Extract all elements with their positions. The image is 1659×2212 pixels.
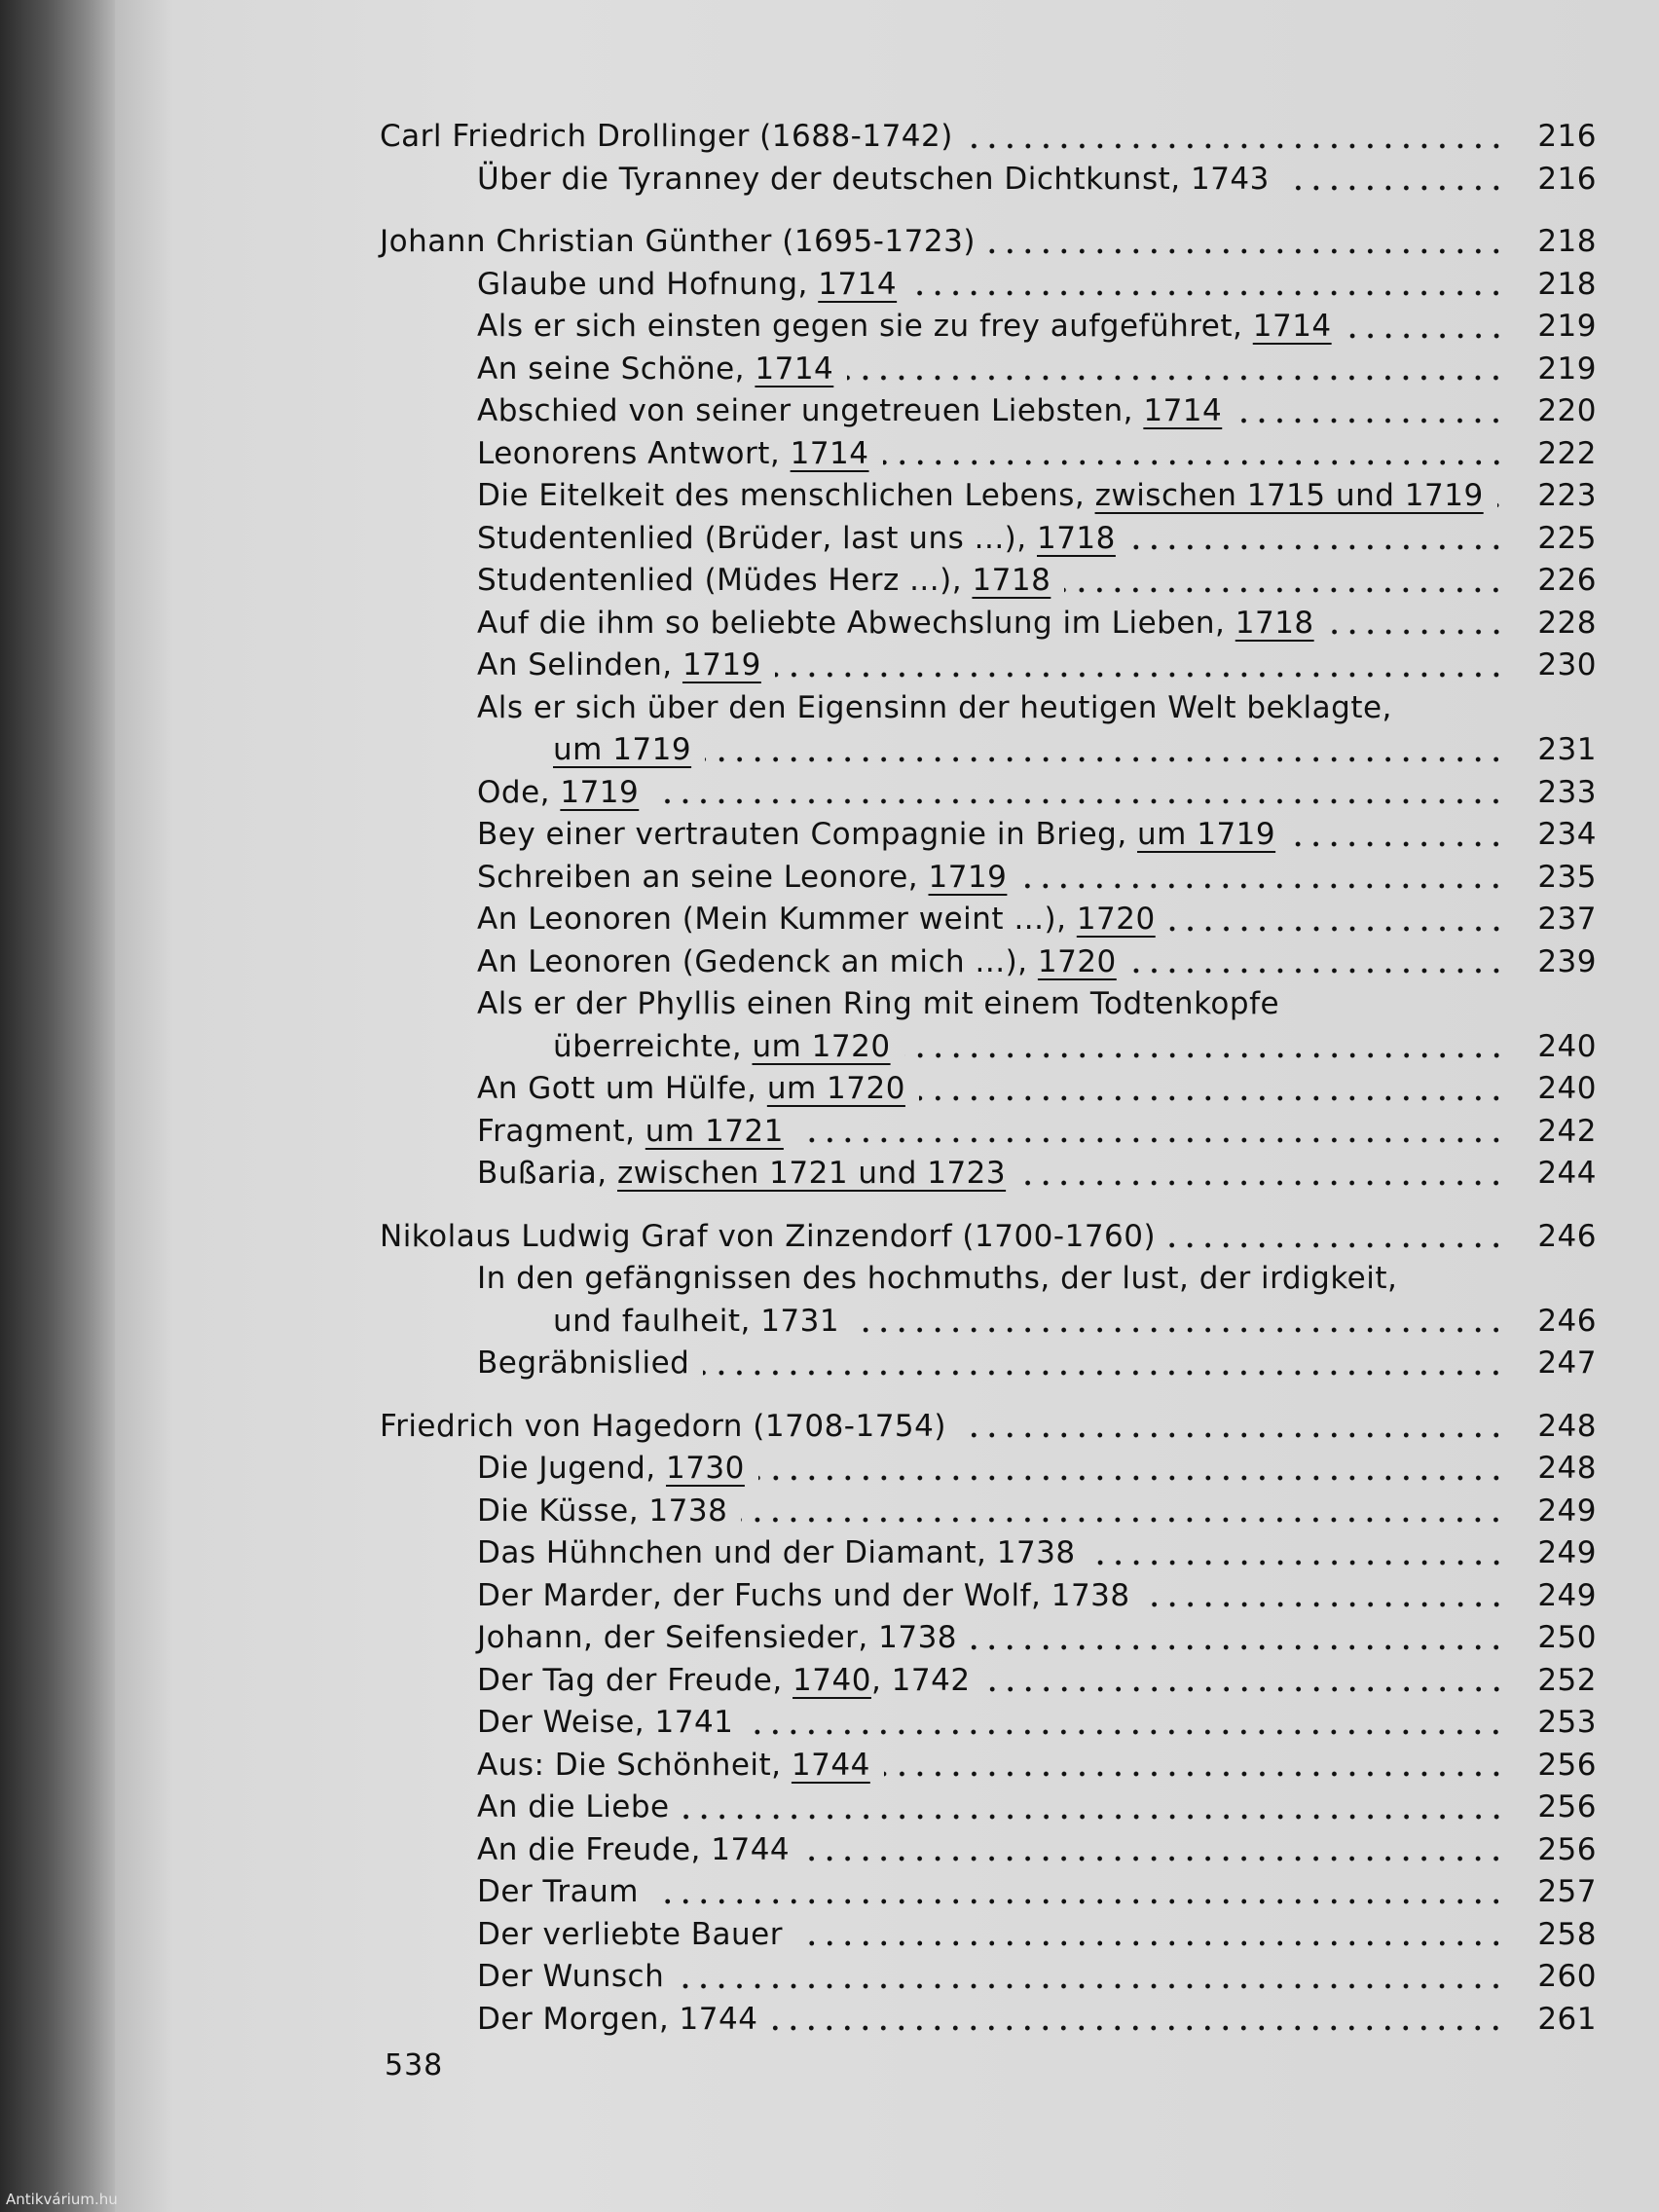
toc-entry-row bbox=[380, 1493, 1597, 1536]
page-ref: 240 bbox=[1537, 1071, 1597, 1106]
toc-entry-row bbox=[380, 1071, 1597, 1114]
leader-dots bbox=[884, 1771, 1505, 1777]
title-text: Begräbnislied bbox=[477, 1346, 690, 1381]
entry-title bbox=[477, 2002, 757, 2037]
title-text: Der Weise, 1741 bbox=[477, 1705, 734, 1740]
page-ref: 246 bbox=[1537, 1218, 1597, 1254]
page-ref: 260 bbox=[1537, 1959, 1597, 1994]
entry-title bbox=[553, 1029, 891, 1064]
entry-title bbox=[477, 521, 1116, 556]
page-ref: 256 bbox=[1537, 1789, 1597, 1825]
toc-entry-title-line: Als er der Phyllis einen Ring mit einem Todtenkopfe bbox=[477, 986, 1280, 1021]
page-ref: 223 bbox=[1537, 478, 1597, 513]
title-text: An Leonoren (Mein Kummer weint ...), bbox=[477, 902, 1077, 937]
toc-entry-row bbox=[380, 1156, 1597, 1198]
title-text: Der Traum bbox=[477, 1874, 640, 1909]
title-text: Die Eitelkeit des menschlichen Lebens, bbox=[477, 478, 1095, 513]
entry-title bbox=[477, 860, 1007, 895]
entry-title bbox=[477, 162, 1270, 197]
toc-entry-row bbox=[380, 521, 1597, 564]
toc-entry-row bbox=[380, 1789, 1597, 1832]
toc-entry-row bbox=[380, 902, 1597, 944]
leader-dots bbox=[1129, 544, 1505, 550]
underlined-date: 1718 bbox=[1235, 605, 1314, 641]
title-text: Ode, bbox=[477, 774, 561, 810]
leader-dots bbox=[904, 1052, 1505, 1058]
underlined-date: 1714 bbox=[755, 350, 834, 387]
page-ref: 216 bbox=[1537, 161, 1597, 197]
leader-dots bbox=[797, 1137, 1505, 1143]
entry-title bbox=[477, 1451, 745, 1486]
page-ref: 239 bbox=[1537, 943, 1597, 979]
page-ref: 249 bbox=[1537, 1577, 1597, 1613]
leader-dots bbox=[967, 143, 1505, 149]
table-of-contents bbox=[380, 119, 1597, 2044]
title-text: Der Wunsch bbox=[477, 1959, 665, 1994]
title-text: Bußaria, bbox=[477, 1156, 617, 1191]
toc-entry-row bbox=[380, 393, 1597, 436]
leader-dots bbox=[683, 1814, 1505, 1820]
toc-entry-row bbox=[380, 775, 1597, 818]
leader-dots bbox=[1064, 587, 1505, 593]
leader-dots bbox=[1235, 418, 1505, 424]
watermark: Antikvárium.hu bbox=[6, 2191, 118, 2208]
underlined-date: 1719 bbox=[928, 859, 1008, 895]
toc-author-row bbox=[380, 1409, 1597, 1452]
page-ref: 250 bbox=[1537, 1620, 1597, 1655]
title-text: überreichte, bbox=[553, 1028, 753, 1064]
page-ref: 257 bbox=[1537, 1874, 1597, 1909]
page-ref: 225 bbox=[1537, 520, 1597, 556]
entry-title bbox=[477, 436, 869, 471]
leader-dots bbox=[1130, 968, 1505, 974]
title-text: , 1742 bbox=[870, 1662, 971, 1698]
entry-title bbox=[477, 393, 1222, 428]
leader-dots bbox=[747, 1729, 1505, 1735]
underlined-date: 1719 bbox=[682, 647, 761, 682]
entry-title bbox=[477, 478, 1484, 513]
entry-title bbox=[553, 732, 691, 767]
page-ref: 252 bbox=[1537, 1662, 1597, 1698]
leader-dots bbox=[1169, 926, 1505, 932]
toc-entry-row bbox=[380, 1451, 1597, 1493]
underlined-date: zwischen 1715 und 1719 bbox=[1094, 478, 1484, 513]
leader-dots bbox=[703, 1370, 1505, 1376]
title-text: Abschied von seiner ungetreuen Liebsten, bbox=[477, 393, 1144, 428]
underlined-date: um 1719 bbox=[1137, 817, 1276, 852]
title-text: Glaube und Hofnung, bbox=[477, 266, 819, 302]
author-heading bbox=[380, 224, 976, 259]
leader-dots bbox=[1169, 1242, 1505, 1248]
title-text: Nikolaus Ludwig Graf von Zinzendorf (1700-1760) bbox=[380, 1218, 1157, 1254]
page-ref: 248 bbox=[1537, 1408, 1597, 1444]
page-ref: 234 bbox=[1537, 817, 1597, 852]
underlined-date: 1720 bbox=[1037, 943, 1117, 979]
underlined-date: 1730 bbox=[665, 1451, 745, 1486]
toc-entry-row bbox=[380, 606, 1597, 648]
entry-title bbox=[477, 267, 897, 302]
toc-entry-row bbox=[380, 1620, 1597, 1663]
page-ref: 242 bbox=[1537, 1113, 1597, 1149]
toc-entry-row bbox=[380, 817, 1597, 860]
title-text: Auf die ihm so beliebte Abwechslung im Lieben, bbox=[477, 605, 1235, 641]
author-heading bbox=[380, 119, 953, 154]
toc-entry-title-line: Als er sich über den Eigensinn der heutigen Welt beklagte, bbox=[477, 689, 1392, 725]
title-text: Leonorens Antwort, bbox=[477, 435, 791, 471]
page-ref: 216 bbox=[1537, 119, 1597, 154]
page-ref: 258 bbox=[1537, 1916, 1597, 1952]
entry-title bbox=[477, 1578, 1130, 1613]
underlined-date: 1714 bbox=[790, 435, 869, 471]
title-text: An die Freude, 1744 bbox=[477, 1831, 791, 1867]
entry-title bbox=[477, 1959, 664, 1994]
underlined-date: 1714 bbox=[1252, 309, 1332, 344]
title-text: Studentenlied (Brüder, last uns ...), bbox=[477, 520, 1037, 556]
underlined-date: 1740 bbox=[793, 1662, 871, 1698]
page-ref: 231 bbox=[1537, 732, 1597, 767]
leader-dots bbox=[971, 1644, 1505, 1650]
leader-dots bbox=[652, 1899, 1505, 1904]
toc-entry-row bbox=[380, 1874, 1597, 1917]
leader-dots bbox=[847, 375, 1505, 381]
leader-dots bbox=[1346, 333, 1505, 339]
page-ref: 246 bbox=[1537, 1303, 1597, 1339]
leader-dots bbox=[910, 290, 1505, 296]
title-text: Das Hühnchen und der Diamant, 1738 bbox=[477, 1535, 1076, 1570]
leader-dots bbox=[883, 460, 1505, 465]
underlined-date: 1718 bbox=[972, 563, 1051, 598]
title-text: Schreiben an seine Leonore, bbox=[477, 859, 929, 895]
title-text: Der Marder, der Fuchs und der Wolf, 1738 bbox=[477, 1577, 1130, 1613]
title-text: Fragment, bbox=[477, 1113, 645, 1149]
page-ref: 249 bbox=[1537, 1535, 1597, 1570]
entry-title bbox=[477, 1071, 905, 1106]
leader-dots bbox=[960, 1432, 1505, 1438]
underlined-date: um 1719 bbox=[553, 732, 692, 767]
leader-dots bbox=[1283, 185, 1505, 191]
page-ref: 237 bbox=[1537, 902, 1597, 937]
page-ref: 218 bbox=[1537, 224, 1597, 259]
toc-entry-row bbox=[380, 647, 1597, 690]
leader-dots bbox=[1020, 883, 1505, 889]
toc-entry-row bbox=[380, 1959, 1597, 2002]
entry-title bbox=[477, 351, 833, 387]
entry-title bbox=[477, 1832, 790, 1867]
entry-title bbox=[477, 1663, 971, 1698]
entry-title bbox=[477, 1789, 670, 1825]
page-ref: 248 bbox=[1537, 1451, 1597, 1486]
toc-author-row bbox=[380, 1219, 1597, 1262]
entry-title bbox=[477, 775, 639, 810]
page-ref: 240 bbox=[1537, 1028, 1597, 1064]
page-ref: 228 bbox=[1537, 605, 1597, 641]
title-text: Bey einer vertrauten Compagnie in Brieg, bbox=[477, 817, 1138, 852]
toc-entry-row bbox=[380, 436, 1597, 479]
author-heading bbox=[380, 1409, 946, 1444]
leader-dots bbox=[796, 1940, 1505, 1946]
page-ref: 235 bbox=[1537, 859, 1597, 895]
toc-entry-title-line: In den gefängnissen des hochmuths, der lust, der irdigkeit, bbox=[477, 1261, 1398, 1296]
entry-title bbox=[477, 1748, 870, 1783]
page-ref: 247 bbox=[1537, 1346, 1597, 1381]
leader-dots bbox=[775, 672, 1505, 678]
toc-entry-row bbox=[380, 1029, 1597, 1072]
page-ref: 230 bbox=[1537, 647, 1597, 682]
title-text: Friedrich von Hagedorn (1708-1754) bbox=[380, 1408, 946, 1444]
title-text: Als er sich einsten gegen sie zu frey aufgeführet, bbox=[477, 309, 1253, 344]
page-ref: 261 bbox=[1537, 2001, 1597, 2037]
page-ref: 219 bbox=[1537, 350, 1597, 387]
toc-author-row bbox=[380, 119, 1597, 162]
author-heading bbox=[380, 1219, 1156, 1254]
title-text: Über die Tyranney der deutschen Dichtkunst, 1743 bbox=[477, 161, 1270, 197]
entry-title bbox=[477, 1917, 783, 1952]
entry-title bbox=[477, 817, 1275, 852]
underlined-date: 1714 bbox=[818, 266, 898, 302]
title-text: Johann Christian Günther (1695-1723) bbox=[380, 224, 976, 259]
underlined-date: 1718 bbox=[1036, 520, 1116, 556]
toc-entry-row bbox=[380, 1535, 1597, 1578]
toc-entry-row bbox=[380, 1114, 1597, 1157]
page-ref: 256 bbox=[1537, 1831, 1597, 1867]
leader-dots bbox=[1289, 841, 1505, 847]
leader-dots bbox=[678, 1983, 1505, 1989]
underlined-date: um 1720 bbox=[752, 1028, 891, 1064]
toc-author-row bbox=[380, 224, 1597, 267]
entry-title bbox=[477, 606, 1314, 641]
toc-entry-row bbox=[380, 1832, 1597, 1875]
page-number: 538 bbox=[385, 2048, 444, 2083]
page-ref: 256 bbox=[1537, 1747, 1597, 1783]
title-text: Aus: Die Schönheit, bbox=[477, 1747, 792, 1783]
page-ref: 226 bbox=[1537, 563, 1597, 598]
leader-dots bbox=[771, 2025, 1505, 2031]
underlined-date: um 1721 bbox=[645, 1113, 784, 1149]
title-text: Der verliebte Bauer bbox=[477, 1916, 783, 1952]
entry-title bbox=[477, 309, 1332, 344]
entry-title bbox=[477, 1114, 784, 1149]
entry-title bbox=[553, 1304, 839, 1339]
leader-dots bbox=[803, 1856, 1505, 1862]
entry-title bbox=[477, 1535, 1076, 1570]
toc-entry-row bbox=[380, 1917, 1597, 1960]
toc-entry-row bbox=[380, 1304, 1597, 1346]
toc-entry-row bbox=[380, 351, 1597, 394]
page-ref: 220 bbox=[1537, 393, 1597, 428]
title-text: Johann, der Seifensieder, 1738 bbox=[477, 1620, 958, 1655]
underlined-date: 1714 bbox=[1143, 393, 1223, 428]
book-spine-shadow bbox=[0, 0, 117, 2212]
title-text: An seine Schöne, bbox=[477, 350, 756, 387]
toc-entry-row bbox=[380, 1705, 1597, 1748]
leader-dots bbox=[1328, 629, 1505, 635]
leader-dots bbox=[705, 756, 1505, 762]
toc-entry-row bbox=[380, 860, 1597, 903]
title-text: und faulheit, 1731 bbox=[553, 1303, 840, 1339]
toc-entry-row bbox=[380, 1346, 1597, 1388]
toc-entry-row bbox=[380, 267, 1597, 310]
leader-dots bbox=[1144, 1602, 1505, 1607]
entry-title bbox=[477, 1705, 733, 1740]
entry-title bbox=[477, 1346, 689, 1381]
entry-title bbox=[477, 1493, 727, 1529]
leader-dots bbox=[989, 248, 1505, 254]
title-text: An Selinden, bbox=[477, 647, 682, 682]
title-text: Carl Friedrich Drollinger (1688-1742) bbox=[380, 119, 953, 154]
leader-dots bbox=[758, 1475, 1505, 1481]
leader-dots bbox=[1019, 1180, 1505, 1186]
underlined-date: um 1720 bbox=[766, 1071, 905, 1106]
page-ref: 233 bbox=[1537, 774, 1597, 810]
underlined-date: 1720 bbox=[1076, 902, 1156, 937]
page-ref: 244 bbox=[1537, 1156, 1597, 1191]
page-ref: 249 bbox=[1537, 1493, 1597, 1529]
toc-entry-row bbox=[380, 563, 1597, 606]
page-ref: 222 bbox=[1537, 435, 1597, 471]
title-text: Studentenlied (Müdes Herz ...), bbox=[477, 563, 973, 598]
underlined-date: 1719 bbox=[560, 774, 640, 810]
page-ref: 218 bbox=[1537, 266, 1597, 302]
entry-title bbox=[477, 1620, 957, 1655]
title-text: Der Morgen, 1744 bbox=[477, 2001, 758, 2037]
entry-title bbox=[477, 647, 761, 682]
underlined-date: 1744 bbox=[791, 1747, 870, 1783]
toc-entry-row bbox=[380, 1748, 1597, 1790]
toc-entry-row bbox=[380, 2002, 1597, 2045]
page-ref: 253 bbox=[1537, 1705, 1597, 1740]
title-text: An Leonoren (Gedenck an mich ...), bbox=[477, 943, 1038, 979]
underlined-date: zwischen 1721 und 1723 bbox=[617, 1156, 1007, 1191]
title-text: Der Tag der Freude, bbox=[477, 1662, 793, 1698]
toc-entry-row bbox=[380, 732, 1597, 775]
leader-dots bbox=[853, 1327, 1505, 1333]
leader-dots bbox=[919, 1095, 1505, 1101]
title-text: Die Jugend, bbox=[477, 1451, 666, 1486]
title-text: Die Küsse, 1738 bbox=[477, 1493, 728, 1529]
leader-dots bbox=[741, 1517, 1505, 1523]
leader-dots bbox=[652, 798, 1505, 804]
entry-title bbox=[477, 1874, 639, 1909]
page-ref: 219 bbox=[1537, 309, 1597, 344]
toc-entry-row bbox=[380, 944, 1597, 987]
toc-entry-row bbox=[380, 309, 1597, 351]
toc-entry-row bbox=[380, 1578, 1597, 1621]
title-text: An die Liebe bbox=[477, 1789, 670, 1825]
toc-entry-row bbox=[380, 478, 1597, 521]
entry-title bbox=[477, 563, 1051, 598]
leader-dots bbox=[1497, 502, 1505, 508]
leader-dots bbox=[984, 1686, 1505, 1692]
toc-entry-row bbox=[380, 162, 1597, 204]
title-text: An Gott um Hülfe, bbox=[477, 1071, 767, 1106]
entry-title bbox=[477, 944, 1117, 979]
toc-entry-row bbox=[380, 1663, 1597, 1706]
entry-title bbox=[477, 902, 1156, 937]
leader-dots bbox=[1089, 1560, 1505, 1566]
entry-title bbox=[477, 1156, 1006, 1191]
